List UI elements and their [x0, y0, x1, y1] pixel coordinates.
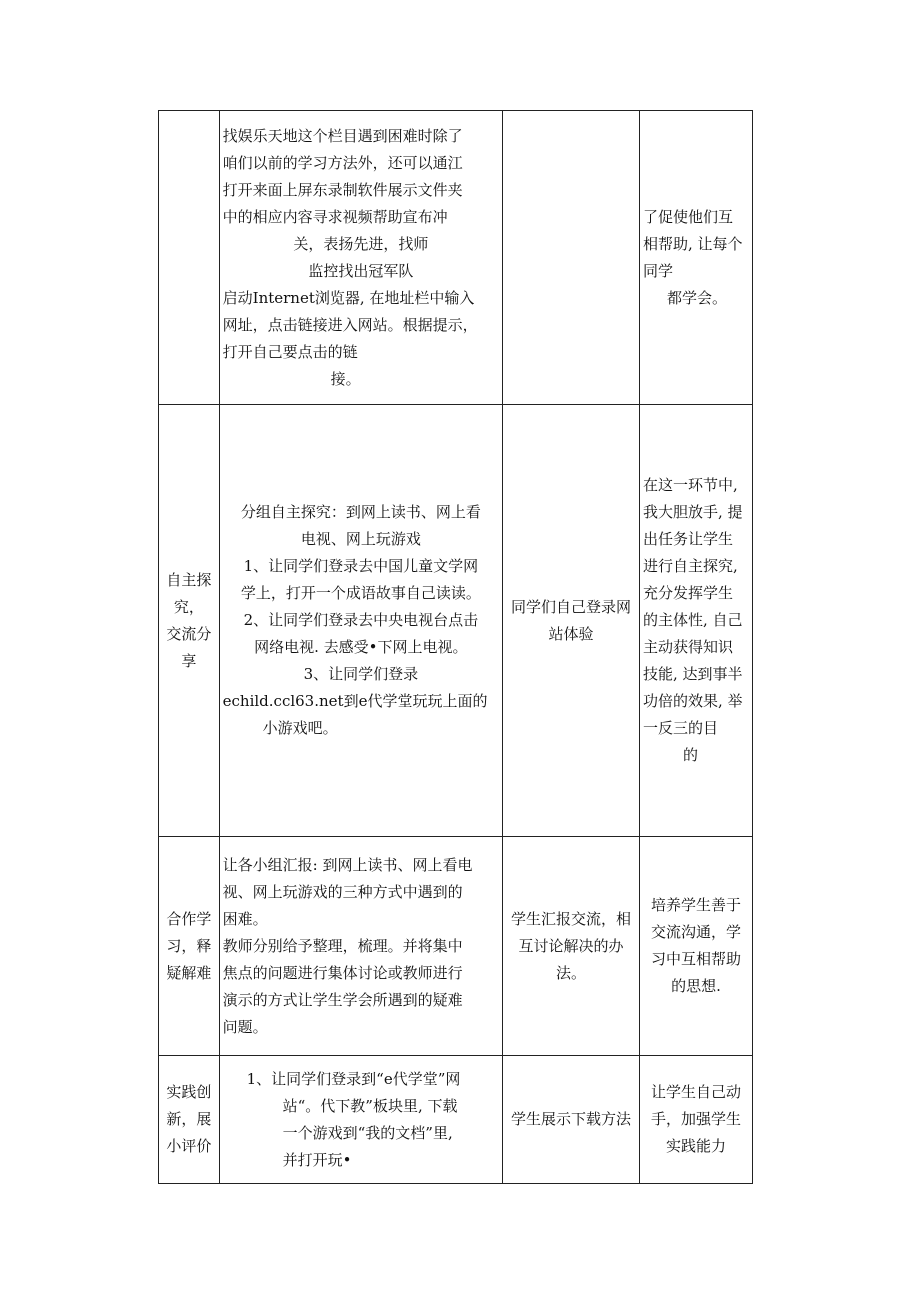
text-line: 1、让同学们登录到“e代学堂”网 [246, 1069, 461, 1088]
stage-label: 实践创 [166, 1083, 212, 1101]
stage-label: 合作学 [166, 909, 212, 928]
text-line: 学上，打开一个成语故事自己读读。 [240, 584, 481, 602]
stage-label: 享 [181, 651, 197, 670]
text-line: 技能, 达到事半 [643, 665, 743, 683]
text-line: 并打开玩• [282, 1150, 352, 1169]
text-line: 进行自主探究, [643, 557, 738, 575]
table-row [159, 837, 753, 1056]
text-line: 交流沟通，学 [651, 923, 742, 941]
stage-cell [159, 111, 220, 405]
text-line: 一反三的目 [643, 719, 719, 737]
design-intent-cell [640, 111, 753, 405]
text-line: 学生汇报交流，相 [511, 909, 632, 928]
text-line: echild.ccl63.net到e代学堂玩玩上面的 [222, 692, 488, 710]
stage-label: 小评价 [166, 1137, 212, 1155]
text-line: 培养学生善于 [651, 896, 742, 914]
table-row [159, 405, 753, 837]
text-line: 互讨论解决的办 [518, 936, 624, 955]
text-line: 的思想. [671, 977, 721, 995]
text-line: 找娱乐天地这个栏目遇到困难时除了 [222, 126, 463, 145]
text-line: 网络电视. 去感受•下网上电视。 [254, 638, 468, 656]
stage-cell [159, 837, 220, 1056]
stage-label: 习，释 [166, 936, 212, 955]
stage-label: 新，展 [166, 1110, 212, 1128]
text-line: 了促使他们互 [643, 207, 734, 226]
table-row [159, 111, 753, 405]
text-line: 启动Internet浏览器, 在地址栏中输入 [222, 288, 475, 307]
text-line: 一个游戏到“我的文档”里, [282, 1123, 453, 1142]
text-line: 同学 [643, 261, 674, 280]
text-line: 出任务让学生 [643, 530, 734, 548]
text-line: 中的相应内容寻求视频帮助宣布冲 [222, 207, 448, 226]
text-line: 站体验 [548, 624, 594, 643]
design-intent-cell [640, 405, 753, 837]
text-line: 视、网上玩游戏的三种方式中遇到的 [222, 882, 463, 901]
text-line: 教师分别给予整理，梳理。并将集中 [222, 936, 463, 955]
stage-label: 究， [173, 597, 204, 616]
stage-label: 疑解难 [166, 963, 212, 982]
text-line: 手，加强学生 [651, 1110, 742, 1128]
text-line: 都学会。 [667, 288, 728, 307]
table-row [159, 1056, 753, 1184]
student-activity-cell [503, 111, 640, 405]
text-line: 我大胆放手, 提 [643, 503, 743, 521]
text-line: 的主体性, 自己 [643, 611, 743, 629]
teacher-activity-cell [219, 1056, 502, 1184]
text-line: 主动获得知识 [643, 638, 734, 656]
design-intent-cell [640, 1056, 753, 1184]
text-line: 打开来面上屏东录制软件展示文件夹 [222, 180, 463, 199]
text-line: 站“。代下教”板块里, 下载 [282, 1096, 458, 1115]
text-line: 小游戏吧。 [262, 719, 338, 737]
lesson-plan-table [158, 110, 753, 1184]
stage-cell [159, 1056, 220, 1184]
text-line: 充分发挥学生 [643, 584, 734, 602]
text-line: 分组自主探究：到网上读书、网上看 [240, 503, 481, 521]
text-line: 习中互相帮助 [651, 950, 742, 968]
text-line: 网址，点击链接进入网站。根据提示， [222, 315, 478, 334]
text-line: 功倍的效果, 举 [643, 692, 743, 710]
text-line: 打开自己要点击的链 [222, 342, 358, 361]
text-line: 演示的方式让学生学会所遇到的疑难 [222, 990, 463, 1009]
text-line: 同学们自己登录网 [511, 597, 632, 616]
text-line: 学生展示下载方法 [511, 1110, 632, 1128]
text-line: 接。 [330, 369, 361, 388]
text-line: 让学生自己动 [651, 1083, 742, 1101]
text-line: 1、让同学们登录去中国儿童文学网 [243, 557, 479, 575]
text-line: 实践能力 [666, 1137, 727, 1155]
stage-cell [159, 405, 220, 837]
text-line: 法。 [556, 963, 587, 982]
text-line: 焦点的问题进行集体讨论或教师进行 [222, 963, 463, 982]
teacher-activity-cell [219, 405, 502, 837]
teacher-activity-cell [219, 837, 502, 1056]
text-line: 问题。 [222, 1017, 268, 1036]
stage-label: 自主探 [166, 570, 212, 589]
text-line: 关，表扬先进，找师 [293, 234, 429, 253]
text-line: 3、让同学们登录 [303, 665, 419, 683]
text-line: 让各小组汇报: 到网上读书、网上看电 [222, 855, 473, 874]
student-activity-cell [503, 837, 640, 1056]
text-line: 监控找出冠军队 [308, 261, 414, 280]
stage-label: 交流分 [166, 624, 212, 643]
text-line: 咱们以前的学习方法外，还可以通江 [222, 153, 463, 172]
design-intent-cell [640, 837, 753, 1056]
student-activity-cell [503, 1056, 640, 1184]
text-line: 2、让同学们登录去中央电视台点击 [243, 611, 479, 629]
text-line: 电视、网上玩游戏 [300, 530, 421, 548]
text-line: 在这一环节中, [643, 476, 738, 494]
text-line: 相帮助, 让每个 [643, 234, 743, 253]
student-activity-cell [503, 405, 640, 837]
teacher-activity-cell [219, 111, 502, 405]
text-line: 困难。 [222, 909, 268, 928]
text-line: 的 [683, 746, 699, 764]
